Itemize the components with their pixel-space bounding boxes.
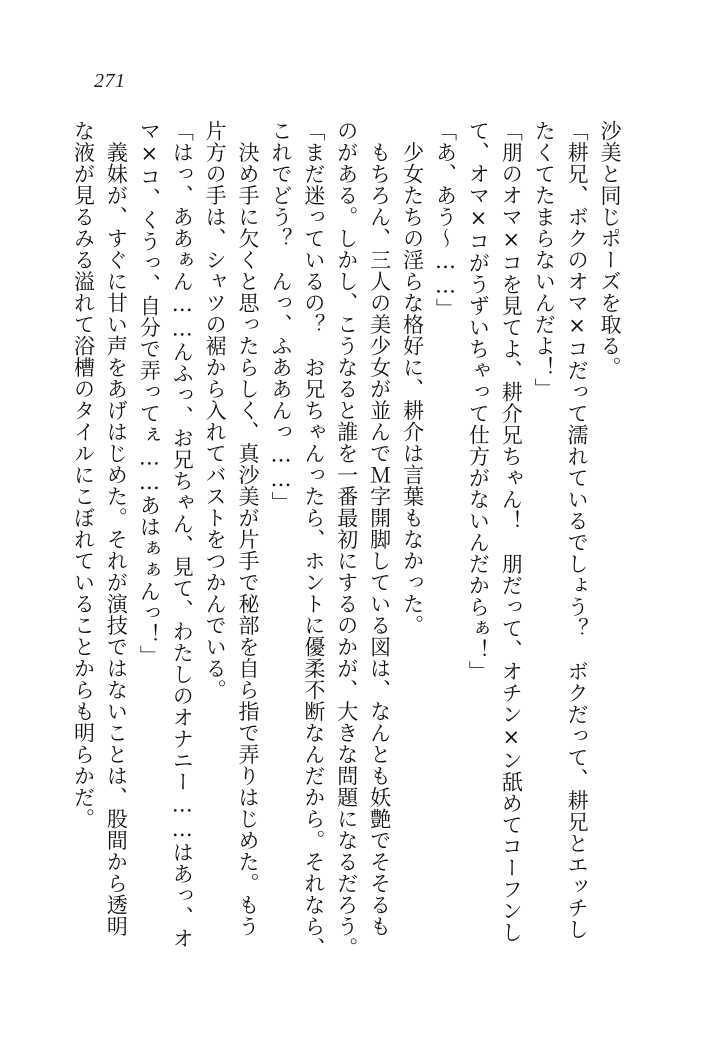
text-line: マ×コ、くうっ、自分で弄ってぇ……あはぁぁんっ！」: [137, 120, 162, 667]
text-line: これでどう？ んっ、ふああんっ……」: [268, 120, 293, 513]
text-line: たくてたまらないんだよ！」: [532, 120, 557, 400]
text-line: のがある。しかし、こうなると誰を一番最初にするのかが、大きな問題になるだろう。: [334, 120, 359, 959]
text-line: 少女たちの淫らな格好に、耕介は言葉もなかった。: [400, 120, 425, 636]
text-line: 片方の手は、シャツの裾から入れてバストをつかんでいる。: [203, 120, 228, 701]
text-line: 「まだ迷っているの？ お兄ちゃんったら、ホントに優柔不断なんだから。それなら、: [301, 120, 326, 959]
text-line: 「朋のオマ×コを見てよ、耕介兄ちゃん！ 朋だって、オチン×ン舐めてコーフンし: [499, 120, 524, 943]
page-number: 271: [94, 70, 126, 92]
text-line: て、オマ×コがうずいちゃって仕方がないんだからぁ！」: [466, 120, 491, 682]
text-line: 「あ、あう〜……」: [433, 120, 458, 320]
text-line: 「耕兄、ボクのオマ×コだって濡れているでしょう？ ボクだって、耕兄とエッチし: [565, 120, 590, 940]
text-line: 義妹が、すぐに甘い声をあげはじめた。それが演技ではないことは、股間から透明: [104, 120, 129, 937]
text-line: もちろん、三人の美少女が並んでＭ字開脚している図は、なんとも妖艶でそそるも: [367, 120, 392, 937]
text-line: 「はっ、ああぁん……んふっ、お兄ちゃん、見て、わたしのオナニー……はあっ、オ: [170, 120, 195, 949]
text-line: 沙美と同じポーズを取る。: [598, 120, 622, 378]
text-line: な液が見るみる溢れて浴槽のタイルにこぼれていることからも明らかだ。: [71, 120, 96, 830]
text-line: 決め手に欠くと思ったらしく、真沙美が片手で秘部を自ら指で弄りはじめた。もう: [236, 120, 261, 937]
body-text: [67, 120, 626, 970]
